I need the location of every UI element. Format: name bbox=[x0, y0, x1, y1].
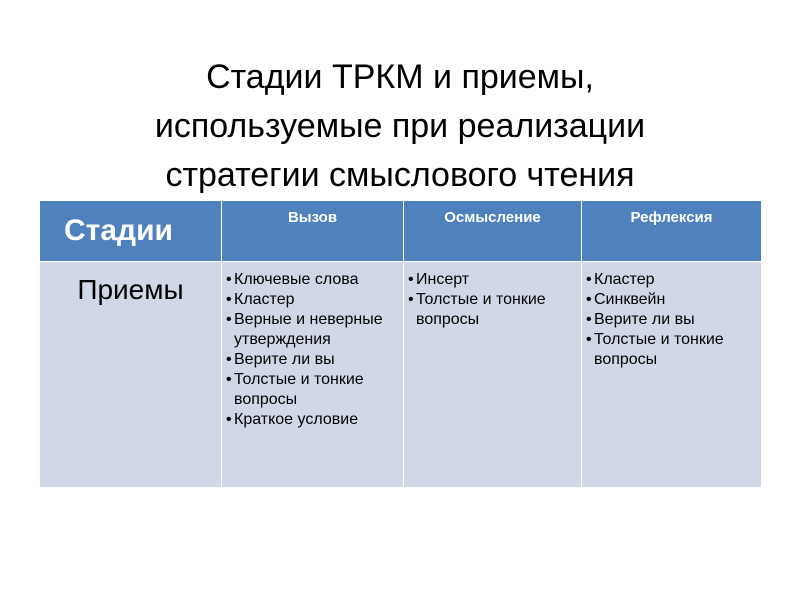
list-item: • Верные и неверные утверждения bbox=[226, 310, 401, 350]
list-item: • Верите ли вы bbox=[586, 310, 759, 330]
list-item: • Краткое условие bbox=[226, 410, 401, 430]
comprehension-list bbox=[408, 270, 579, 330]
header-reflection: Рефлексия bbox=[582, 201, 762, 262]
table-header-row bbox=[40, 201, 762, 262]
list-item: • Ключевые слова bbox=[226, 270, 401, 290]
row-label-techniques: Приемы bbox=[40, 262, 222, 488]
title-line-2: используемые при реализации bbox=[154, 106, 646, 145]
title-line-3: стратегии смыслового чтения bbox=[165, 155, 635, 194]
header-comprehension: Осмысление bbox=[404, 201, 582, 262]
list-item: • Кластер bbox=[226, 290, 401, 310]
list-item: • Кластер bbox=[586, 270, 759, 290]
slide-title bbox=[60, 53, 740, 200]
list-item: • Толстые и тонкие вопросы bbox=[226, 370, 401, 410]
stages-techniques-table bbox=[39, 200, 762, 488]
cell-challenge-techniques bbox=[222, 262, 404, 488]
list-item: • Инсерт bbox=[408, 270, 579, 290]
list-item: • Толстые и тонкие вопросы bbox=[408, 290, 579, 330]
cell-comprehension-techniques bbox=[404, 262, 582, 488]
title-line-1: Стадии ТРКМ и приемы, bbox=[206, 57, 594, 96]
list-item: • Синквейн bbox=[586, 290, 759, 310]
header-stages: Стадии bbox=[40, 201, 222, 262]
challenge-list bbox=[226, 270, 401, 430]
cell-reflection-techniques bbox=[582, 262, 762, 488]
reflection-list bbox=[586, 270, 759, 370]
header-challenge: Вызов bbox=[222, 201, 404, 262]
table-row bbox=[40, 262, 762, 488]
list-item: • Толстые и тонкие вопросы bbox=[586, 330, 759, 370]
list-item: • Верите ли вы bbox=[226, 350, 401, 370]
